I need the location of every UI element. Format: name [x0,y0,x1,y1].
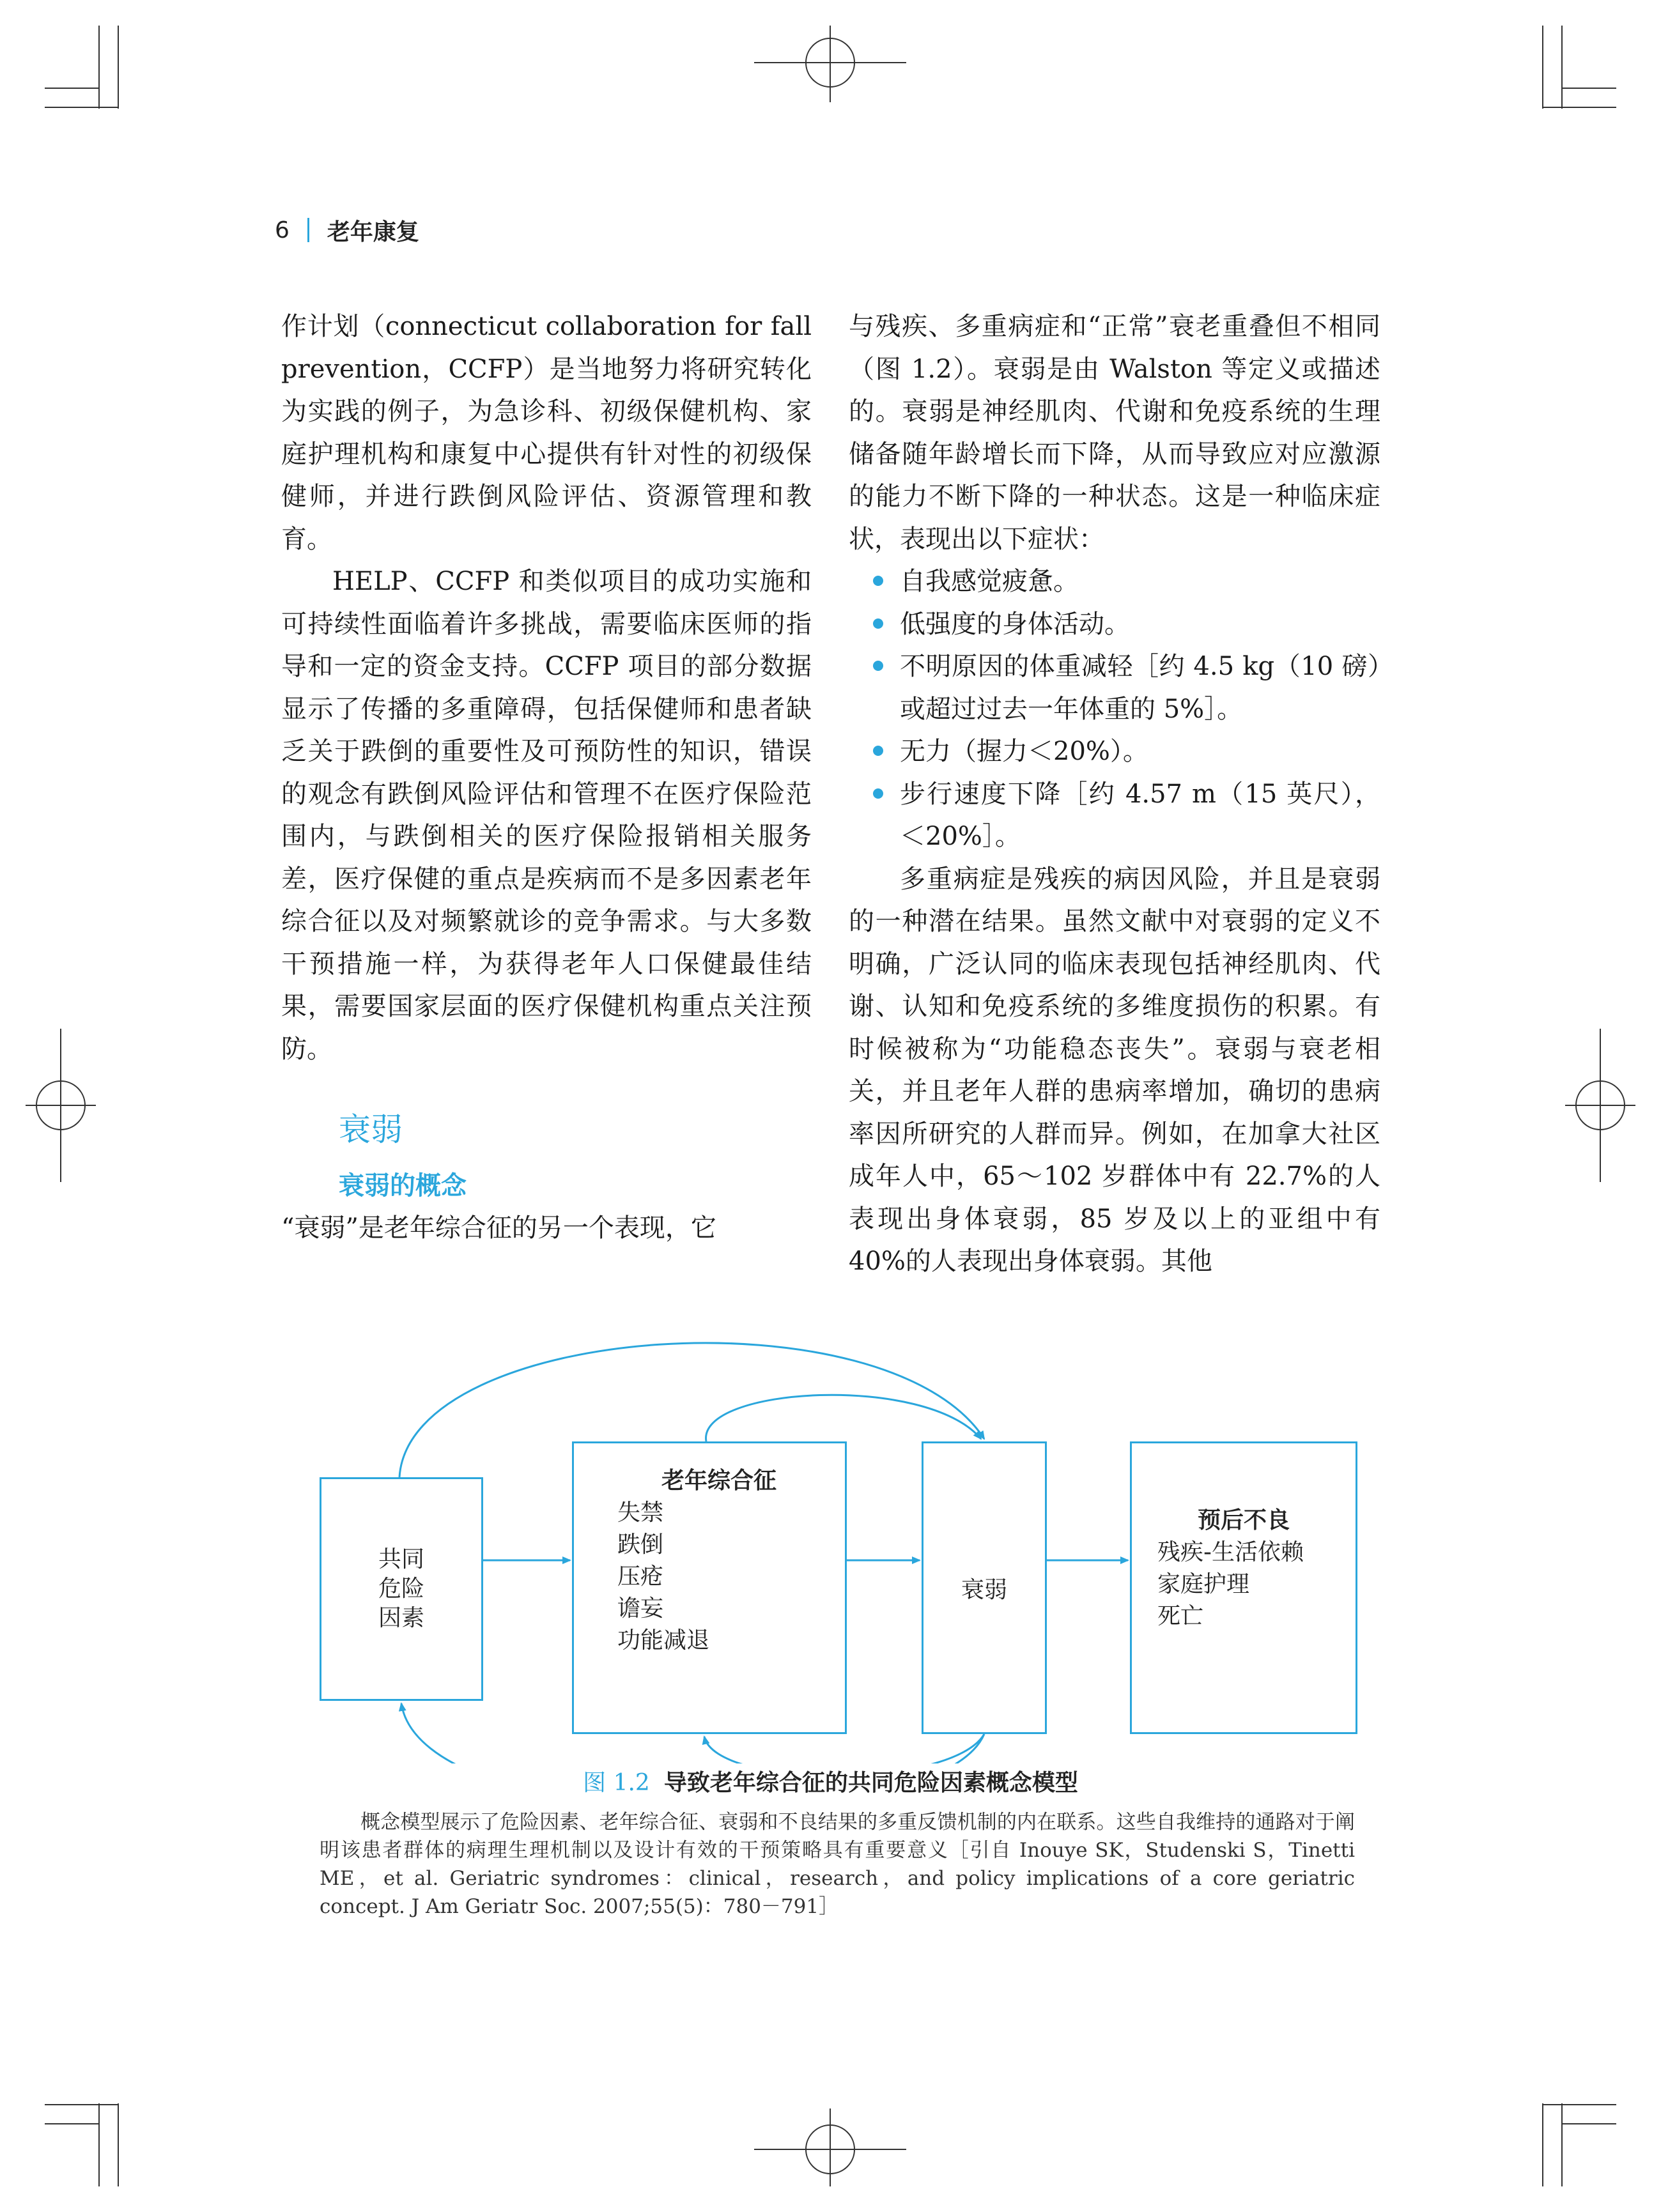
list-item [849,730,1380,773]
list-item-text: 自我感觉疲惫。 [900,567,1079,596]
box-item: 死亡 [1157,1603,1204,1629]
figure-label: 图 1.2 [583,1770,650,1796]
book-title: 老年康复 [327,219,419,245]
box-title: 老年综合征 [661,1468,776,1494]
arrow-frailty-to-syndrome [704,1734,984,1763]
concept-model-figure [313,1329,1361,1763]
list-item [849,560,1380,603]
box-item: 压疮 [617,1563,664,1590]
paragraph: 与残疾、多重病症和“正常”衰老重叠但不相同（图 1.2）。衰弱是由 Walston 等定义或描述的。衰弱是神经肌肉、代谢和免疫系统的生理储备随年龄增长而下降，从而导致应对应激源的能力不断下降的一种状态。这是一种临床症状，表现出以下症状： [849,312,1380,554]
paragraph: 多重病症是残疾的病因风险，并且是衰弱的一种潜在结果。虽然文献中对衰弱的定义不明确，广泛认同的临床表现包括神经肌肉、代谢、认知和免疫系统的多维度损伤的积累。有时候被称为“功能稳态丧失”。衰弱与衰老相关，并且老年人群的患病率增加，确切的患病率因所研究的人群而异。例如，在加拿大社区成年人中，65～102 岁群体中有 22.7%的人表现出身体衰弱，85 岁及以上的亚组中有 40%的人表现出身体衰弱。其他 [849,864,1380,1276]
page-number: 6 [275,217,290,243]
running-header [275,208,419,252]
bullet-icon [873,661,883,671]
adverse-outcomes-box [1130,1441,1357,1734]
box-item: 家庭护理 [1157,1571,1250,1597]
frailty-box [922,1441,1047,1734]
box-item: 残疾-生活依赖 [1157,1539,1304,1565]
paragraph: “衰弱”是老年综合征的另一个表现，它 [281,1213,716,1243]
geriatric-syndromes-box [572,1441,847,1734]
header-divider [307,218,309,242]
box-item: 跌倒 [617,1532,664,1558]
list-item-text: 不明原因的体重减轻［约 4.5 kg（10 磅）或超过过去一年体重的 5%］。 [900,652,1380,724]
list-item-text: 低强度的身体活动。 [900,609,1130,639]
risk-factors-box [320,1477,483,1701]
risk-box-line: 共同 [378,1546,424,1572]
list-item [849,773,1380,858]
risk-box-line: 因素 [378,1605,424,1631]
bullet-icon [873,576,883,586]
box-title: 衰弱 [961,1576,1007,1603]
risk-box-line: 危险 [378,1576,424,1602]
list-item-text: 无力（握力＜20%）。 [900,737,1148,766]
bullet-icon [873,788,883,799]
right-column [849,305,1380,1283]
list-item [849,645,1380,730]
figure-caption [0,1765,1661,1797]
box-title: 预后不良 [1197,1507,1290,1533]
subsection-heading: 衰弱的概念 [339,1171,467,1201]
box-item: 功能减退 [617,1627,710,1654]
paragraph: 作计划（connecticut collaboration for fall prevention，CCFP）是当地努力将研究转化为实践的例子，为急诊科、初级保健机构、家庭护理机构和康复中心提供有针对性的初级保健师，并进行跌倒风险评估、资源管理和教育。 [281,312,812,554]
bullet-icon [873,618,883,629]
figure-note-text: 概念模型展示了危险因素、老年综合征、衰弱和不良结果的多重反馈机制的内在联系。这些自我维持的通路对于阐明该患者群体的病理生理机制以及设计有效的干预策略具有重要意义［引自 Inouye SK，Studenski S，Tinetti ME，et al. Geriatric syndromes：clinical，research，and policy implications of a core geriatric concept. J Am Geriatr Soc. 2007;55(5)：780－791］ [320,1811,1355,1918]
section-heading: 衰弱 [339,1111,403,1148]
list-item-text: 步行速度下降［约 4.57 m（15 英尺），＜20%］。 [900,779,1380,851]
figure-title: 导致老年综合征的共同危险因素概念模型 [663,1770,1078,1796]
box-item: 失禁 [617,1500,664,1526]
arrow-syndrome-to-frailty-top [706,1395,981,1441]
figure-note [320,1808,1355,1921]
bullet-icon [873,746,883,756]
paragraph: HELP、CCFP 和类似项目的成功实施和可持续性面临着许多挑战，需要临床医师的指导和一定的资金支持。CCFP 项目的部分数据显示了传播的多重障碍，包括保健师和患者缺乏关于跌倒的重要性及可预防性的知识，错误的观念有跌倒风险评估和管理不在医疗保险范围内，与跌倒相关的医疗保险报销相关服务差，医疗保健的重点是疾病而不是多因素老年综合征以及对频繁就诊的竞争需求。与大多数干预措施一样，为获得老年人口保健最佳结果，需要国家层面的医疗保健机构重点关注预防。 [281,567,812,1064]
list-item [849,603,1380,646]
left-column [281,305,812,1250]
box-item: 谵妄 [617,1595,664,1622]
symptom-list [849,560,1380,858]
